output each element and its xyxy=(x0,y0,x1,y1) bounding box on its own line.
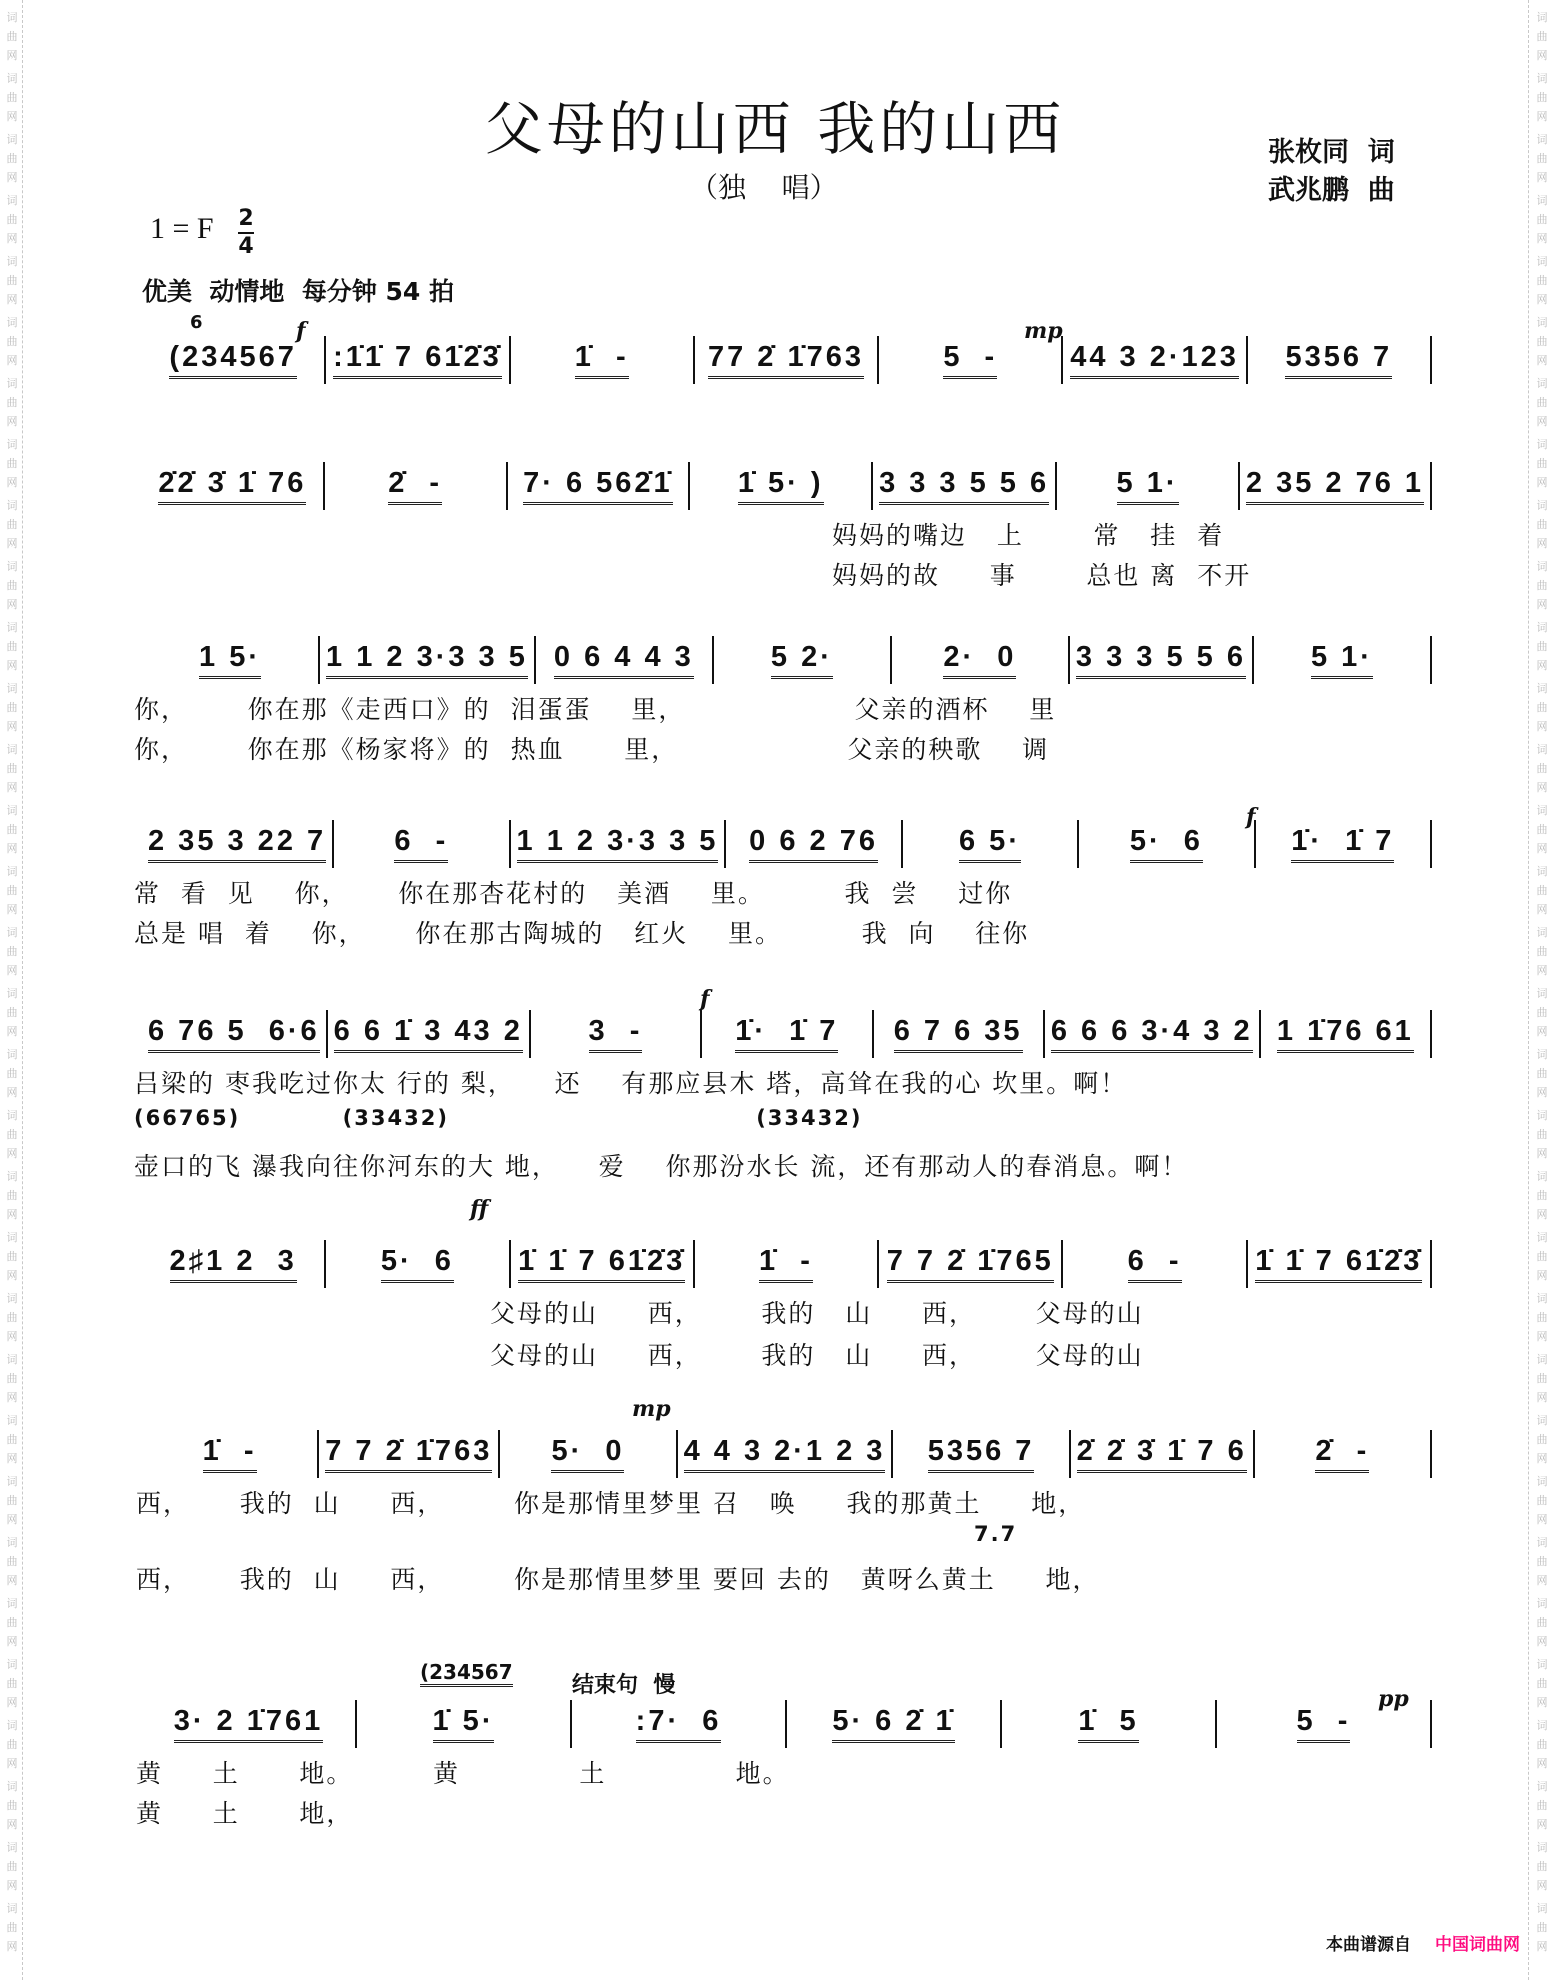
measure-notes: 2 35 2 76 1 xyxy=(1246,467,1424,505)
score-system xyxy=(136,1430,1432,1594)
watermark-text: 词 曲 网 xyxy=(6,804,18,855)
lyric-line: 妈妈的故 事 总也 离 不开 xyxy=(832,561,1252,590)
measure xyxy=(511,336,695,384)
watermark-text: 词 曲 网 xyxy=(6,926,18,977)
notes-row xyxy=(142,336,1432,384)
measure xyxy=(142,1430,319,1478)
watermark-text: 词 曲 网 xyxy=(6,1231,18,1282)
watermark-text: 词 曲 网 xyxy=(1536,865,1548,916)
lyric-line: 黄 土 地。 黄 土 地。 xyxy=(136,1759,790,1788)
measure-notes: :1̇1̇ 7 61̇2̇3̇ xyxy=(333,341,502,379)
measure-notes: 1 1̇76 61 xyxy=(1277,1015,1414,1053)
measure-notes: 1̇ - xyxy=(759,1245,813,1283)
lyric-line: (66765) (33432) (33432) xyxy=(134,1106,863,1130)
watermark-text: 词 曲 网 xyxy=(1536,1292,1548,1343)
lyric-line: 壶口的飞 瀑我向往你河东的大 地， 爱 你那汾水长 流，还有那动人的春消息。啊！ xyxy=(134,1152,1189,1181)
measure-notes: 1̇ 5· xyxy=(433,1705,495,1743)
measure xyxy=(1248,336,1432,384)
dynamic-fortissimo: ff xyxy=(470,1196,489,1222)
watermark-text: 词 曲 网 xyxy=(1536,72,1548,123)
measure xyxy=(500,1430,677,1478)
ending-tuplet: (234567 xyxy=(420,1660,513,1687)
measure xyxy=(787,1700,1002,1748)
lyric-line: 你， 你在那《走西口》的 泪蛋蛋 里， 父亲的酒杯 里 xyxy=(134,695,1057,724)
measure xyxy=(357,1700,572,1748)
site-name-link[interactable]: 中国词曲网 xyxy=(1435,1935,1520,1955)
ending-phrase-label: 结束句 慢 xyxy=(572,1673,676,1698)
watermark-text: 词 曲 网 xyxy=(6,438,18,489)
measure-notes: 1̇ 1̇ 7 61̇2̇3̇ xyxy=(1255,1245,1422,1283)
lyricist-credit: 张枚同 词 xyxy=(1268,137,1395,168)
watermark-text: 词 曲 网 xyxy=(1536,1414,1548,1465)
watermark-text: 词 曲 网 xyxy=(1536,926,1548,977)
measure xyxy=(1240,462,1432,510)
watermark-text: 词 曲 网 xyxy=(1536,499,1548,550)
measure-notes: 1̇ - xyxy=(575,341,629,379)
watermark-text: 词 曲 网 xyxy=(1536,133,1548,184)
dynamic-mezzo-piano-2: mp xyxy=(632,1396,671,1422)
measure-notes: 1̇ 5· ) xyxy=(738,467,824,505)
watermark-text: 词 曲 网 xyxy=(1536,621,1548,672)
watermark-text: 词 曲 网 xyxy=(1536,255,1548,306)
watermark-text: 词 曲 网 xyxy=(6,1353,18,1404)
measure-notes: 6 - xyxy=(394,825,448,863)
time-signature xyxy=(238,206,254,260)
lyric-line: 西， 我的 山 西， 你是那情里梦里 要回 去的 黄呀么黄土 地， xyxy=(136,1565,1100,1594)
measure-notes: 1 1 2 3·3 3 5 xyxy=(326,641,528,679)
song-title: 父母的山西 我的山西 xyxy=(484,95,1066,163)
watermark-text: 词 曲 网 xyxy=(6,1292,18,1343)
notes-row xyxy=(142,1700,1432,1748)
measure-notes: 6 - xyxy=(1128,1245,1182,1283)
lyric-line: 妈妈的嘴边 上 常 挂 着 xyxy=(832,521,1225,550)
watermark-text: 词 曲 网 xyxy=(1536,194,1548,245)
measure xyxy=(1079,820,1255,868)
watermark-text: 词 曲 网 xyxy=(6,1658,18,1709)
measure xyxy=(142,1700,357,1748)
measure-notes: 2̇2̇ 3̇ 1̇ 76 xyxy=(158,467,306,505)
measure-notes: 7 7 2̇ 1̇765 xyxy=(887,1245,1054,1283)
measure-notes: 6 6 1̇ 3 43 2 xyxy=(334,1015,523,1053)
notes-row xyxy=(142,1240,1432,1288)
watermark-text: 词 曲 网 xyxy=(6,560,18,611)
watermark-text: 词 曲 网 xyxy=(6,72,18,123)
dynamic-forte-3: f xyxy=(700,986,710,1012)
watermark-text: 词 曲 网 xyxy=(1536,560,1548,611)
watermark-text: 词 曲 网 xyxy=(6,987,18,1038)
measure xyxy=(319,1430,500,1478)
measure xyxy=(1002,1700,1217,1748)
watermark-text: 词 曲 网 xyxy=(1536,1231,1548,1282)
notes-row xyxy=(142,820,1432,868)
measure xyxy=(1256,820,1432,868)
measure xyxy=(726,820,902,868)
measure-notes: 5 - xyxy=(943,341,997,379)
watermark-text: 词 曲 网 xyxy=(6,621,18,672)
measure xyxy=(531,1010,702,1058)
measure-notes: :7· 6 xyxy=(636,1705,722,1743)
watermark-text: 词 曲 网 xyxy=(1536,316,1548,367)
watermark-text: 词 曲 网 xyxy=(6,1048,18,1099)
measure-notes: 1 1 2 3·3 3 5 xyxy=(517,825,719,863)
watermark-text: 词 曲 网 xyxy=(1536,1902,1548,1953)
score-system xyxy=(142,462,1432,590)
watermark-text: 词 曲 网 xyxy=(1536,743,1548,794)
watermark-text: 词 曲 网 xyxy=(1536,1475,1548,1526)
watermark-text: 词 曲 网 xyxy=(1536,1048,1548,1099)
lyric-line: 常 看 见 你， 你在那杏花村的 美酒 里。 我 尝 过你 xyxy=(134,879,1013,908)
measure-notes: (234567 xyxy=(169,341,296,379)
watermark-text: 词 曲 网 xyxy=(1536,1536,1548,1587)
measure xyxy=(511,1240,695,1288)
dynamic-mezzo-piano: mp xyxy=(1024,318,1063,344)
measure-notes: 5· 0 xyxy=(551,1435,624,1473)
measure xyxy=(873,462,1057,510)
watermark-text: 词 曲 网 xyxy=(6,11,18,62)
measure-notes: 3 3 3 5 5 6 xyxy=(879,467,1049,505)
watermark-text: 词 曲 网 xyxy=(6,743,18,794)
time-signature-top: 2 xyxy=(238,206,254,231)
score-system xyxy=(142,1240,1432,1370)
measure xyxy=(1248,1240,1432,1288)
right-margin-line xyxy=(1528,0,1529,1980)
measure xyxy=(142,462,325,510)
watermark-text: 词 曲 网 xyxy=(6,1109,18,1160)
measure-notes: 3 - xyxy=(589,1015,643,1053)
lyric-line: 父母的山 西， 我的 山 西， 父母的山 xyxy=(490,1341,1144,1370)
measure xyxy=(1063,1240,1247,1288)
measure-notes: 4 4 3 2·1 2 3 xyxy=(684,1435,886,1473)
measure-notes: 5· 6 2̇ 1̇ xyxy=(832,1705,954,1743)
score-system xyxy=(136,1700,1432,1828)
measure-notes: 2̇ - xyxy=(388,467,442,505)
measure-notes: 7 7 2̇ 1̇763 xyxy=(325,1435,492,1473)
performance-type: （独 唱） xyxy=(690,171,838,204)
score-system xyxy=(142,336,1432,384)
measure xyxy=(893,1430,1070,1478)
dynamic-forte: f xyxy=(296,318,306,344)
watermark-text: 词 曲 网 xyxy=(6,1475,18,1526)
measure-notes: 5 1· xyxy=(1117,467,1179,505)
measure-notes: 3· 2 1̇761 xyxy=(174,1705,324,1743)
measure-notes: 7· 6 562̇1̇ xyxy=(523,467,673,505)
measure-notes: 5 1· xyxy=(1311,641,1373,679)
measure-notes: 2̇ - xyxy=(1315,1435,1369,1473)
watermark-text: 词 曲 网 xyxy=(6,682,18,733)
measure xyxy=(678,1430,894,1478)
measure-notes: 1 5· xyxy=(199,641,261,679)
measure-notes: 1̇· 1̇ 7 xyxy=(1291,825,1394,863)
intro-tuplet-number: 6 xyxy=(190,312,203,333)
measure xyxy=(142,636,320,684)
tempo-marking: 优美 动情地 每分钟 54 拍 xyxy=(142,277,455,306)
measure-notes: 6 7 6 35 xyxy=(894,1015,1023,1053)
measure xyxy=(1261,1010,1432,1058)
watermark-text: 词 曲 网 xyxy=(1536,1170,1548,1221)
measure-notes: 77 2̇ 1̇763 xyxy=(708,341,864,379)
watermark-text: 词 曲 网 xyxy=(1536,11,1548,62)
measure xyxy=(142,820,334,868)
watermark-text: 词 曲 网 xyxy=(6,1170,18,1221)
measure-notes: 2· 0 xyxy=(943,641,1016,679)
measure xyxy=(903,820,1079,868)
time-signature-bottom: 4 xyxy=(238,234,254,259)
measure xyxy=(142,1240,326,1288)
composer-credit: 武兆鹏 曲 xyxy=(1268,175,1395,206)
measure xyxy=(1063,336,1247,384)
measure-notes: 1̇· 1̇ 7 xyxy=(735,1015,838,1053)
key-signature: 1 = F xyxy=(150,212,214,245)
measure-notes: 0 6 4 4 3 xyxy=(554,641,694,679)
footer-credit xyxy=(1326,1930,1520,1955)
measure-notes: 5356 7 xyxy=(928,1435,1035,1473)
measure-notes: 0 6 2 76 xyxy=(749,825,878,863)
measure-notes: 1̇ 5 xyxy=(1078,1705,1138,1743)
measure-notes: 1̇ - xyxy=(203,1435,257,1473)
watermark-text: 词 曲 网 xyxy=(1536,682,1548,733)
watermark-text: 词 曲 网 xyxy=(1536,1597,1548,1648)
measure xyxy=(1070,636,1254,684)
score-system xyxy=(134,1010,1432,1181)
watermark-text: 词 曲 网 xyxy=(6,377,18,428)
measure xyxy=(695,336,879,384)
measure-notes: 2̇ 2̇ 3̇ 1̇ 7 6 xyxy=(1077,1435,1247,1473)
watermark-text: 词 曲 网 xyxy=(1536,1658,1548,1709)
measure xyxy=(320,636,536,684)
dynamic-pianissimo: pp xyxy=(1378,1686,1409,1712)
watermark-text: 词 曲 网 xyxy=(1536,1353,1548,1404)
left-margin-line xyxy=(22,0,23,1980)
lyric-line: 黄 土 地， xyxy=(136,1799,354,1828)
measure xyxy=(695,1240,879,1288)
measure xyxy=(1045,1010,1261,1058)
notes-row xyxy=(142,636,1432,684)
measure-notes: 5· 6 xyxy=(381,1245,454,1283)
measure-notes: 2 35 3 22 7 xyxy=(148,825,326,863)
measure xyxy=(1057,462,1240,510)
watermark-text: 词 曲 网 xyxy=(6,499,18,550)
measure xyxy=(690,462,873,510)
measure xyxy=(702,1010,873,1058)
lyric-line: 西， 我的 山 西， 你是那情里梦里 召 唤 我的那黄土 地， xyxy=(136,1489,1086,1518)
measure xyxy=(1071,1430,1255,1478)
dynamic-forte-2: f xyxy=(1246,804,1256,830)
lyric-line: 你， 你在那《杨家将》的 热血 里， 父亲的秧歌 调 xyxy=(134,735,1050,764)
measure xyxy=(874,1010,1045,1058)
source-label: 本曲谱源自 xyxy=(1326,1935,1411,1955)
measure-notes: 6 6 6 3·4 3 2 xyxy=(1051,1015,1253,1053)
measure-notes: 2♯1 2 3 xyxy=(170,1245,297,1283)
measure xyxy=(142,1010,328,1058)
lyric-line: 吕梁的 枣我吃过你太 行的 梨， 还 有那应县木 塔，高耸在我的心 坎里。啊！ xyxy=(134,1069,1128,1098)
lyric-line: 父母的山 西， 我的 山 西， 父母的山 xyxy=(490,1299,1144,1328)
measure xyxy=(536,636,714,684)
watermark-text: 词 曲 网 xyxy=(1536,438,1548,489)
measure xyxy=(334,820,510,868)
lyric-line: 总是 唱 着 你， 你在那古陶城的 红火 里。 我 向 往你 xyxy=(134,919,1030,948)
watermark-text: 词 曲 网 xyxy=(6,316,18,367)
measure xyxy=(1255,1430,1432,1478)
measure-notes: 5 2· xyxy=(771,641,833,679)
measure xyxy=(572,1700,787,1748)
watermark-text: 词 曲 网 xyxy=(6,1536,18,1587)
measure-notes: 44 3 2·123 xyxy=(1070,341,1239,379)
watermark-text: 词 曲 网 xyxy=(6,1841,18,1892)
watermark-text: 词 曲 网 xyxy=(1536,987,1548,1038)
score-system xyxy=(134,820,1432,948)
watermark-text: 词 曲 网 xyxy=(6,194,18,245)
watermark-text: 词 曲 网 xyxy=(6,1780,18,1831)
measure xyxy=(511,820,727,868)
measure-notes: 6 76 5 6·6 xyxy=(148,1015,320,1053)
measure-notes: 6 5· xyxy=(959,825,1021,863)
watermark-text: 词 曲 网 xyxy=(6,133,18,184)
measure xyxy=(1254,636,1432,684)
notes-row xyxy=(142,462,1432,510)
lyric-line: 7.7 xyxy=(974,1522,1018,1546)
watermark-text: 词 曲 网 xyxy=(6,865,18,916)
notes-row xyxy=(142,1430,1432,1478)
watermark-text: 词 曲 网 xyxy=(6,1719,18,1770)
measure-notes: 1̇ 1̇ 7 61̇2̇3̇ xyxy=(518,1245,685,1283)
measure-notes: 5 - xyxy=(1297,1705,1351,1743)
measure xyxy=(714,636,892,684)
measure xyxy=(508,462,691,510)
measure-notes: 3 3 3 5 5 6 xyxy=(1076,641,1246,679)
measure xyxy=(326,1240,510,1288)
watermark-text: 词 曲 网 xyxy=(1536,1719,1548,1770)
watermark-text: 词 曲 网 xyxy=(1536,377,1548,428)
watermark-text: 词 曲 网 xyxy=(6,255,18,306)
watermark-text: 词 曲 网 xyxy=(6,1414,18,1465)
measure xyxy=(326,336,510,384)
watermark-text: 词 曲 网 xyxy=(1536,1841,1548,1892)
measure xyxy=(879,1240,1063,1288)
measure xyxy=(328,1010,531,1058)
measure xyxy=(325,462,508,510)
measure-notes: 5356 7 xyxy=(1285,341,1392,379)
watermark-text: 词 曲 网 xyxy=(1536,804,1548,855)
watermark-text: 词 曲 网 xyxy=(6,1902,18,1953)
measure xyxy=(892,636,1070,684)
watermark-text: 词 曲 网 xyxy=(1536,1109,1548,1160)
notes-row xyxy=(142,1010,1432,1058)
measure-notes: 5· 6 xyxy=(1130,825,1203,863)
watermark-text: 词 曲 网 xyxy=(6,1597,18,1648)
score-system xyxy=(134,636,1432,764)
watermark-text: 词 曲 网 xyxy=(1536,1780,1548,1831)
